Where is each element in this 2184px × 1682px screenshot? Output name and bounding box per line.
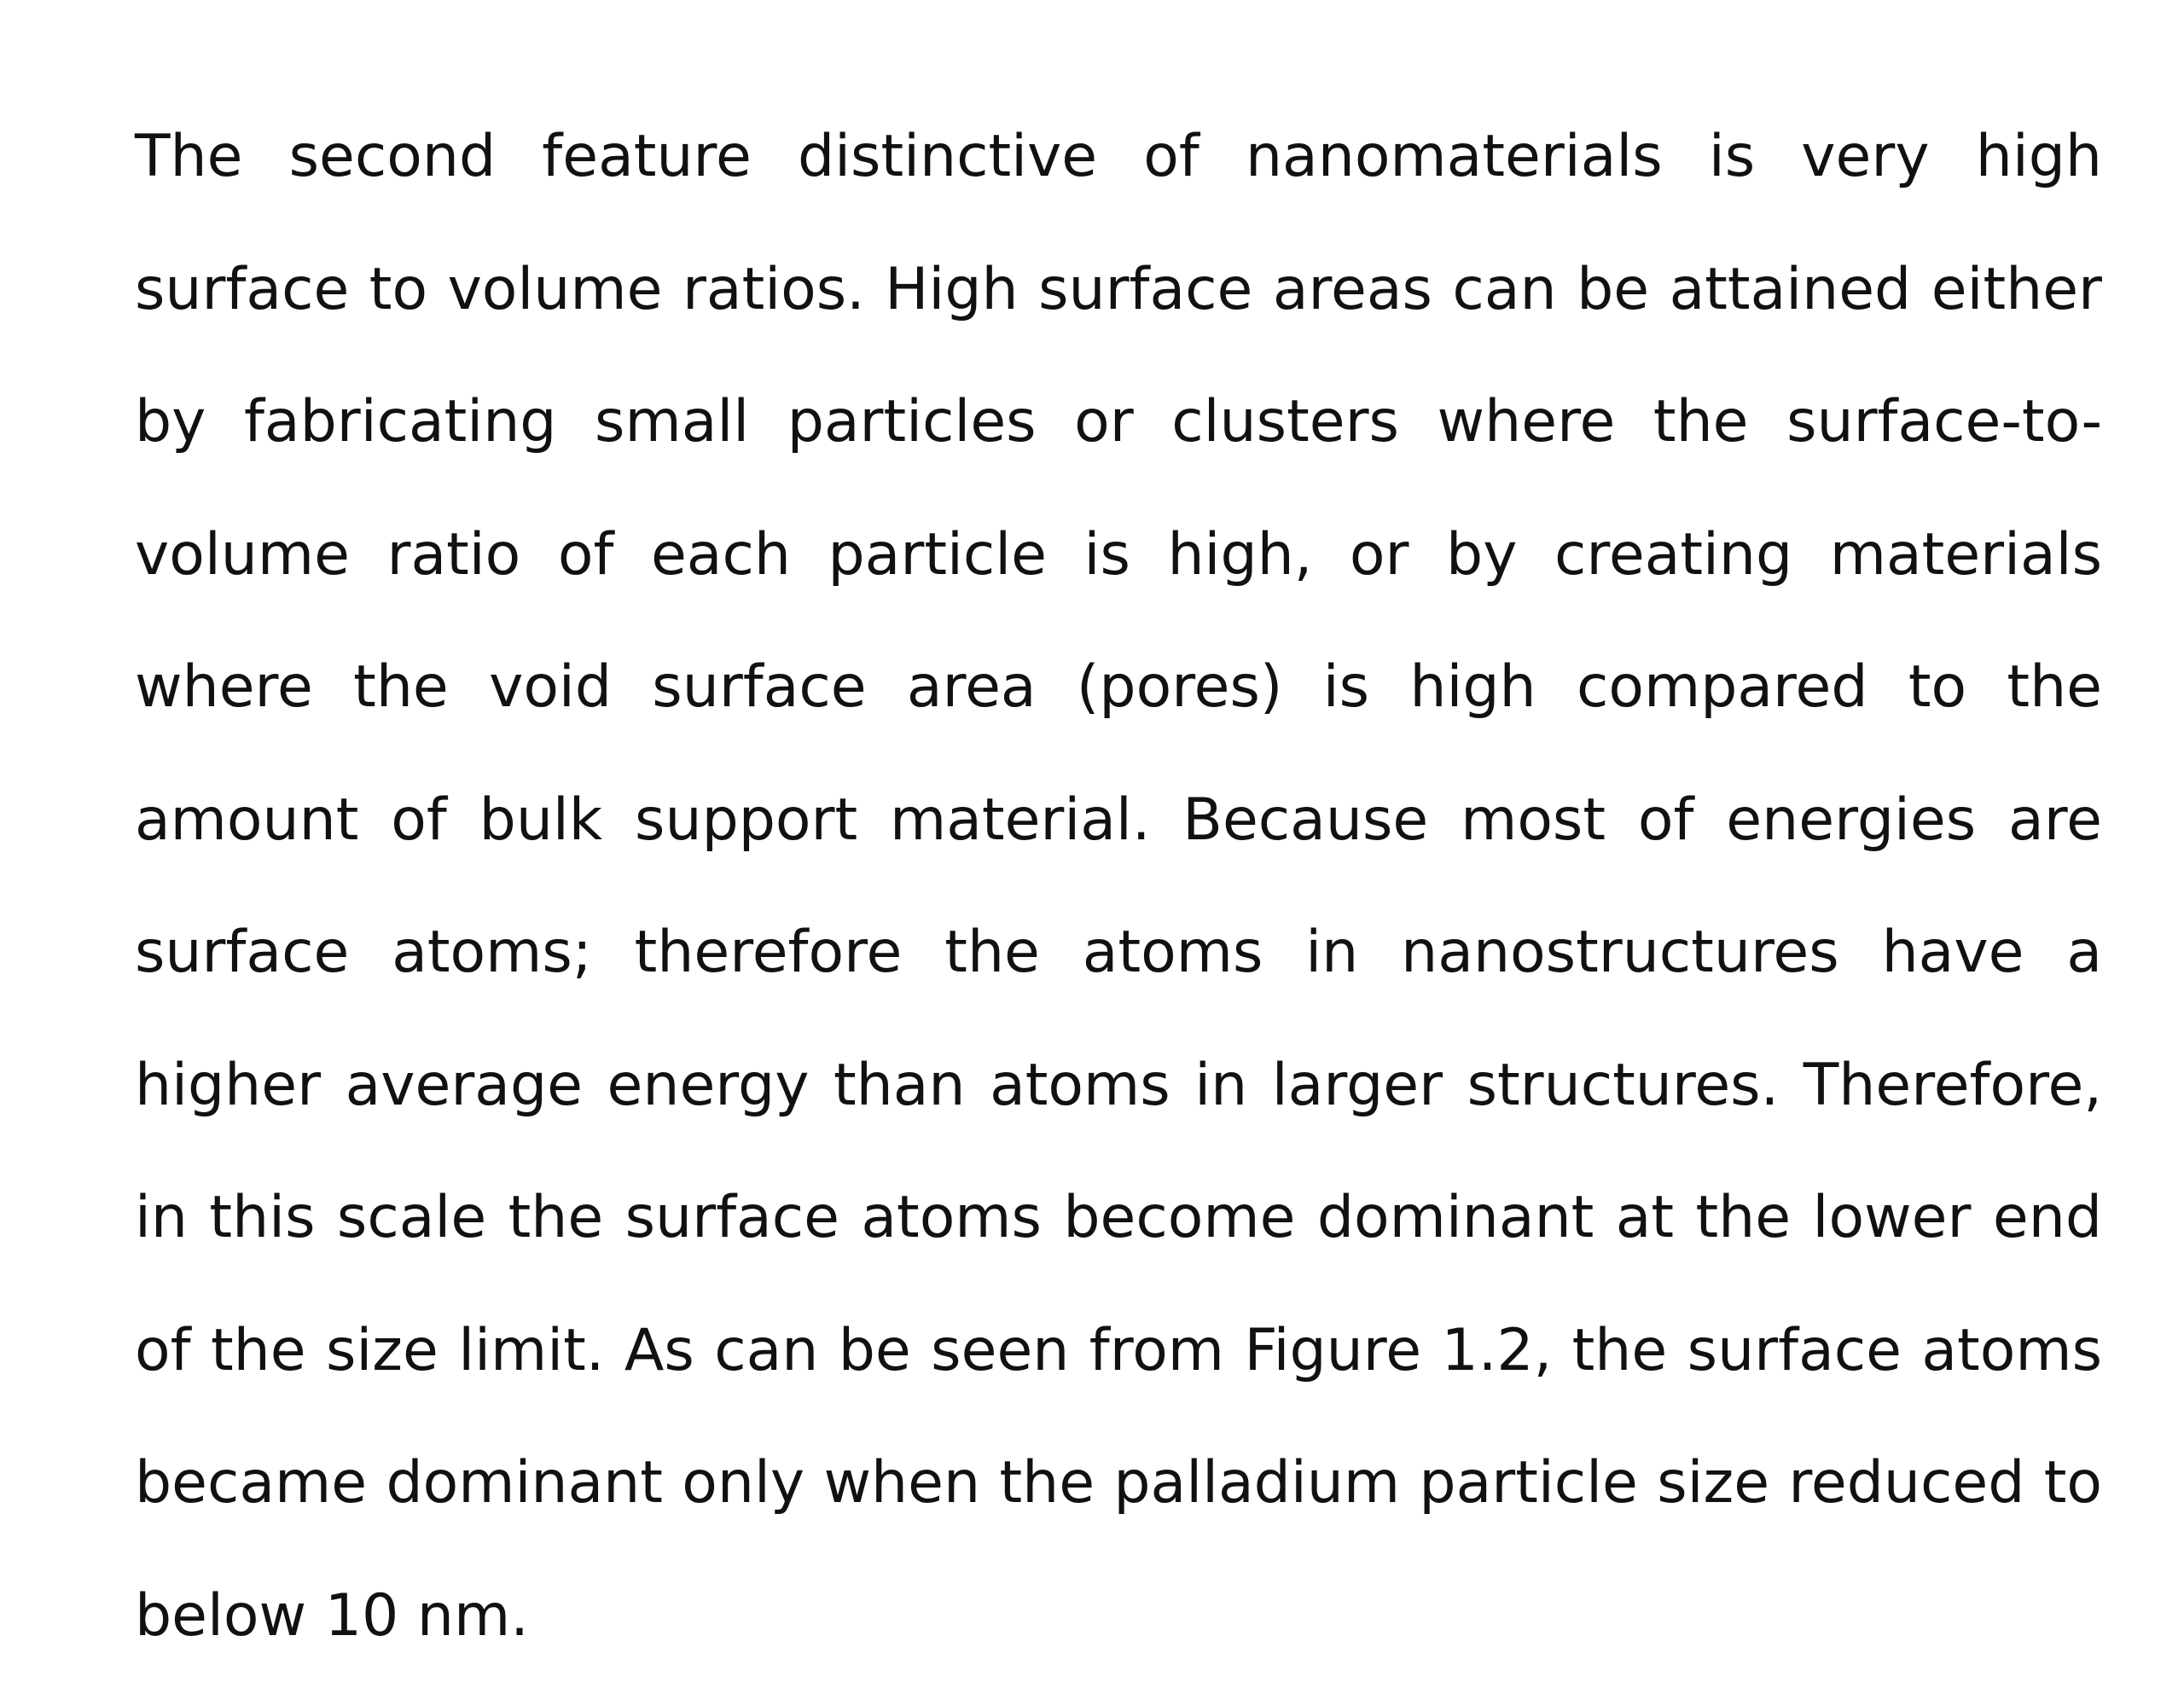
body-paragraph: The second feature distinctive of nanomaterials is very high surface to volume ratios. High surface areas can be attained either by fabricating small particles or clusters where the surface-to-volume ratio of each particle is high, or by creating materials where the void surface area (pores) is high compared to the amount of bulk support material. Because most of energies are surface atoms; therefore the atoms in nanostructures have a higher average energy than atoms in larger structures. Therefore, in this scale the surface atoms become dominant at the lower end of the size limit. As can be seen from Figure 1.2, the surface atoms became dominant only when the palladium particle size reduced to below 10 nm. (135, 123, 2102, 1650)
